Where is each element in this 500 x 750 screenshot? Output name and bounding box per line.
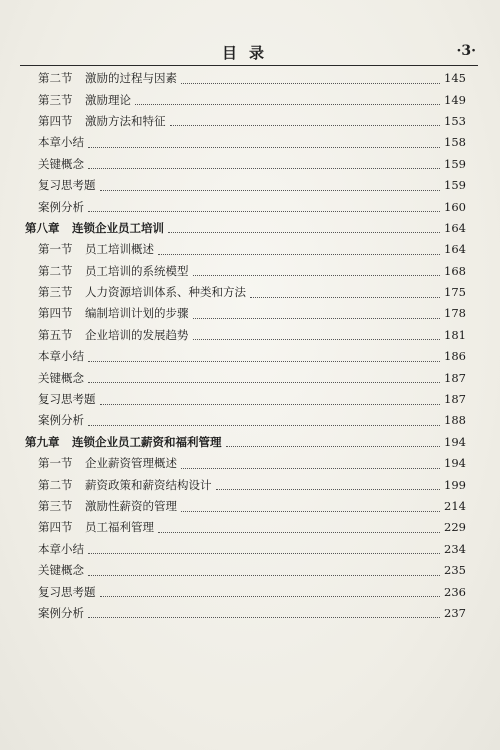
- dot-leader: [181, 82, 440, 84]
- toc-entry: [20, 111, 466, 132]
- toc-entry-title: 关键概念: [38, 563, 84, 578]
- toc-entry-label: [20, 154, 84, 175]
- toc-page-number: 235: [444, 563, 466, 578]
- toc-entry-label: [20, 496, 177, 517]
- toc-page-number: 164: [444, 242, 466, 257]
- toc-entry-label: [20, 68, 177, 89]
- toc-entry: [20, 175, 466, 196]
- toc-entry-label: [20, 368, 84, 389]
- toc-entry: [20, 239, 466, 260]
- toc-entry-number: 第一节: [38, 242, 73, 257]
- toc-entry: [20, 367, 466, 388]
- toc-entry: [20, 603, 466, 624]
- toc-page-number: 145: [444, 71, 466, 86]
- dot-leader: [88, 146, 440, 148]
- toc-entry-title: 连锁企业员工薪资和福利管理: [72, 434, 222, 449]
- toc-entry: [20, 496, 466, 517]
- toc-page-number: 214: [444, 499, 466, 513]
- toc-entry: [20, 154, 466, 175]
- toc-page-number: 175: [444, 285, 466, 300]
- dot-leader: [88, 381, 440, 383]
- toc-page-number: 178: [444, 306, 466, 321]
- page-header: [20, 42, 478, 64]
- toc-entry-title: 连锁企业员工培训: [72, 220, 164, 235]
- toc-page-number: 159: [444, 178, 466, 193]
- toc-entry-title: 关键概念: [38, 370, 84, 385]
- toc-entry-label: [20, 560, 84, 581]
- toc-entry-title: 编制培训计划的步骤: [85, 306, 189, 321]
- toc-entry: [20, 539, 466, 560]
- dot-leader: [226, 445, 441, 447]
- toc-entry-label: [20, 175, 96, 196]
- toc-entry-title: 案例分析: [38, 199, 84, 214]
- toc-page-number: 237: [444, 605, 466, 620]
- toc-entry-title: 激励的过程与因素: [85, 71, 177, 86]
- toc-entry-title: 企业薪资管理概述: [85, 456, 177, 471]
- toc-entry: [20, 560, 466, 581]
- page-number: ·3·: [456, 43, 476, 59]
- toc-entry-number: 第四节: [38, 520, 73, 535]
- toc-entry-title: 本章小结: [38, 541, 84, 556]
- dot-leader: [170, 124, 441, 126]
- toc-chapter-entry: [20, 218, 466, 239]
- toc-entry-title: 本章小结: [38, 349, 84, 364]
- toc-entry-title: 人力资源培训体系、种类和方法: [85, 285, 246, 300]
- toc-entry-label: [20, 132, 84, 153]
- dot-leader: [193, 274, 441, 276]
- toc-entry-number: 第一节: [38, 456, 73, 471]
- dot-leader: [100, 189, 441, 191]
- toc-entry: [20, 474, 466, 495]
- toc-page-number: 164: [444, 220, 466, 235]
- toc-entry-label: [20, 346, 84, 367]
- toc-page-number: 229: [444, 520, 466, 535]
- toc-entry: [20, 282, 466, 303]
- toc-entry: [20, 453, 466, 474]
- toc-entry-label: [20, 261, 189, 282]
- dot-leader: [216, 488, 441, 490]
- toc-entry-title: 案例分析: [38, 605, 84, 620]
- toc-page-number: 181: [444, 327, 466, 342]
- toc-page-number: 234: [444, 541, 466, 556]
- toc-chapter-entry: [20, 432, 466, 453]
- toc-entry-label: [20, 389, 96, 410]
- toc-entry-title: 薪资政策和薪资结构设计: [85, 477, 212, 492]
- dot-leader: [250, 296, 440, 298]
- dot-leader: [88, 167, 440, 169]
- toc-entry: [20, 68, 466, 89]
- toc-entry-number: 第二节: [38, 263, 73, 278]
- toc-entry-label: [20, 453, 177, 474]
- toc-entry-label: [20, 539, 84, 560]
- toc-page-number: 160: [444, 199, 466, 214]
- dot-leader: [88, 360, 440, 362]
- toc-entry-title: 本章小结: [38, 135, 84, 150]
- dot-leader: [100, 403, 441, 405]
- toc-entry-title: 激励方法和特征: [85, 113, 166, 128]
- toc-entry-number: 第二节: [38, 477, 73, 492]
- toc-entry-label: [20, 410, 84, 431]
- toc-entry-label: [20, 239, 154, 260]
- toc-page-number: 199: [444, 477, 466, 492]
- dot-leader: [88, 552, 440, 554]
- toc-entry-title: 员工培训概述: [85, 242, 154, 257]
- toc-entry-number: 第四节: [38, 306, 73, 321]
- dot-leader: [135, 103, 440, 105]
- toc-page-number: 188: [444, 413, 466, 428]
- toc-entry-number: 第五节: [38, 327, 73, 342]
- toc-entry-title: 员工培训的系统模型: [85, 263, 189, 278]
- toc-entry: [20, 346, 466, 367]
- toc-entry-label: [20, 325, 189, 346]
- toc-entry: [20, 410, 466, 431]
- toc-entry: [20, 196, 466, 217]
- toc-entry-label: [20, 475, 212, 496]
- dot-leader: [181, 510, 440, 512]
- toc-entry: [20, 389, 466, 410]
- dot-leader: [88, 210, 440, 212]
- toc-entry-title: 案例分析: [38, 413, 84, 428]
- dot-leader: [158, 253, 440, 255]
- toc-page-number: 158: [444, 135, 466, 150]
- toc-entry-number: 第八章: [25, 220, 60, 235]
- toc-entry-title: 复习思考题: [38, 584, 96, 599]
- toc-page-number: 194: [444, 434, 466, 449]
- toc-entry-number: 第三节: [38, 499, 73, 513]
- toc-entry-label: [20, 432, 222, 453]
- toc-entry-title: 激励性薪资的管理: [85, 499, 177, 513]
- toc-page-number: 168: [444, 263, 466, 278]
- toc-entry: [20, 581, 466, 602]
- dot-leader: [88, 424, 440, 426]
- toc-entry-label: [20, 582, 96, 603]
- header-rule: [20, 65, 478, 66]
- table-of-contents: [20, 68, 466, 624]
- dot-leader: [181, 467, 440, 469]
- dot-leader: [100, 595, 441, 597]
- dot-leader: [168, 231, 440, 233]
- toc-entry-title: 激励理论: [85, 92, 131, 107]
- toc-entry-number: 第三节: [38, 285, 73, 300]
- toc-page-number: 149: [444, 92, 466, 107]
- page-title: 目录: [221, 44, 276, 62]
- toc-page-number: 194: [444, 456, 466, 471]
- dot-leader: [88, 616, 440, 618]
- toc-entry-label: [20, 218, 164, 239]
- toc-page-number: 187: [444, 392, 466, 407]
- toc-entry-label: [20, 517, 154, 538]
- toc-entry-title: 复习思考题: [38, 178, 96, 193]
- toc-page-number: 186: [444, 349, 466, 364]
- toc-entry-label: [20, 90, 131, 111]
- toc-page-number: 236: [444, 584, 466, 599]
- toc-page-number: 187: [444, 370, 466, 385]
- toc-entry-label: [20, 197, 84, 218]
- toc-entry: [20, 261, 466, 282]
- toc-entry: [20, 517, 466, 538]
- toc-entry-label: [20, 303, 189, 324]
- toc-entry-number: 第二节: [38, 71, 73, 86]
- toc-page-number: 159: [444, 156, 466, 171]
- toc-entry-label: [20, 603, 84, 624]
- toc-entry-title: 关键概念: [38, 156, 84, 171]
- toc-entry-number: 第九章: [25, 434, 60, 449]
- toc-entry: [20, 89, 466, 110]
- toc-entry: [20, 303, 466, 324]
- toc-entry: [20, 132, 466, 153]
- toc-entry: [20, 325, 466, 346]
- toc-entry-number: 第三节: [38, 92, 73, 107]
- toc-entry-label: [20, 282, 246, 303]
- toc-entry-label: [20, 111, 166, 132]
- toc-entry-title: 复习思考题: [38, 392, 96, 407]
- toc-entry-title: 员工福利管理: [85, 520, 154, 535]
- dot-leader: [88, 574, 440, 576]
- dot-leader: [193, 317, 441, 319]
- toc-page-number: 153: [444, 113, 466, 128]
- dot-leader: [193, 338, 441, 340]
- toc-entry-title: 企业培训的发展趋势: [85, 327, 189, 342]
- dot-leader: [158, 531, 440, 533]
- toc-entry-number: 第四节: [38, 113, 73, 128]
